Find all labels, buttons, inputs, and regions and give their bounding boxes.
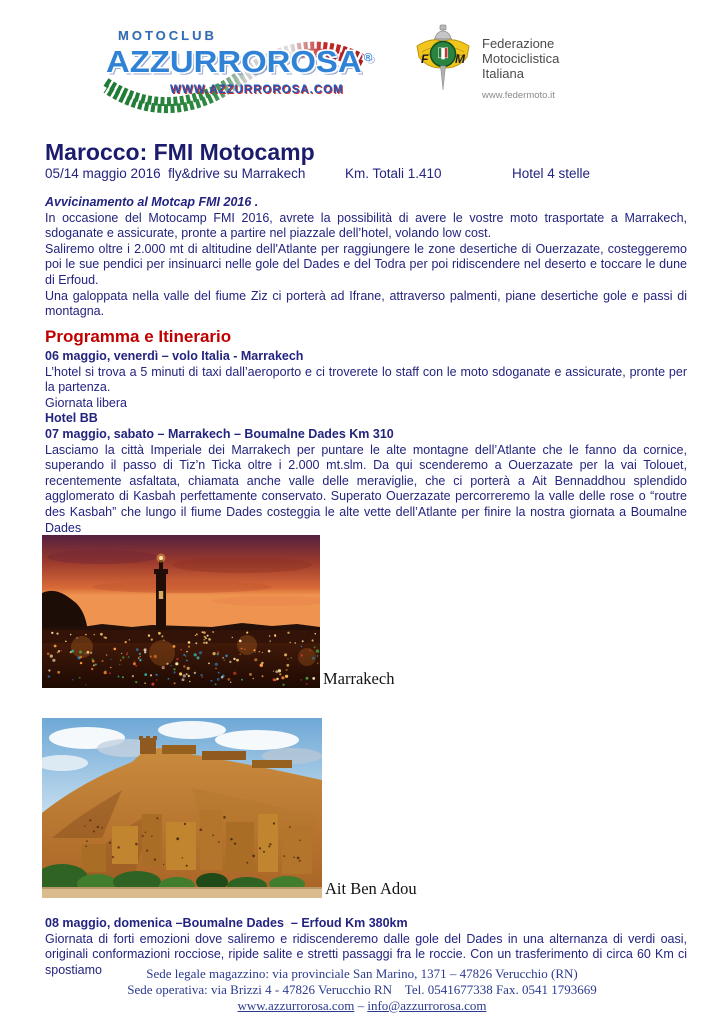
trip-total-km: Km. Totali 1.410 [345, 166, 442, 181]
day3-title: 08 maggio, domenica –Boumalne Dades – Erfoud Km 380km [45, 916, 408, 930]
fmi-logo [414, 24, 574, 108]
footer-links-line [0, 998, 724, 1014]
fmi-website-label: www.federmoto.it [482, 90, 555, 101]
fmi-eagle-emblem-icon [414, 24, 472, 102]
motoclub-label: MOTOCLUB [118, 28, 217, 43]
program-heading: Programma e Itinerario [45, 327, 232, 347]
marrakech-photo [42, 535, 320, 688]
day-section-07-maggio [45, 427, 687, 552]
trip-info-row [45, 166, 687, 184]
day-section-06-maggio [45, 349, 687, 427]
footer-email-link[interactable]: info@azzurrorosa.com [367, 997, 487, 1013]
aitbenadou-photo [42, 718, 322, 898]
trip-hotel-class: Hotel 4 stelle [512, 166, 591, 181]
trip-dates: 05/14 maggio 2016 fly&drive su Marrakech [45, 166, 306, 181]
page-footer [0, 966, 724, 1013]
footer-address-line1: Sede legale magazzino: via provinciale San Marino, 1371 – 47826 Verucchio (RN) [146, 966, 578, 981]
day2-body: Lasciamo la città Imperiale dei Marrakech per puntare le alte montagne dell’Atlante che le fanno da cornice, superando il passo di Tiz’n Ticka oltre i 2.000 mt.slm. Da qui scenderemo a Ouerzazate per la vai Tolouet, recentemente asfaltata, chiamata anche valle delle meraviglie, che ci porterà a Ait Bennaddhou splendido agglomerato di Kasbah perfettamente conservato. Superato Ouerzazate percorreremo la valle delle rose o “routre des Kasbah” che lungo il fiume Dades costeggia le alte vette dell’Atlante per finire la nostra giornata a Boumalne Dades [45, 442, 687, 535]
intro-paragraph-3: Una galoppata nella valle del fiume Ziz ci porterà ad Ifrane, attraverso palmenti, piane desertiche gole e passi di montagna. [45, 288, 687, 319]
footer-address-line2: Sede operativa: via Brizzi 4 - 47826 Verucchio RN Tel. 0541677338 Fax. 0541 1793669 [127, 981, 597, 997]
footer-link-separator: – [354, 997, 368, 1013]
footer-website-link[interactable]: www.azzurrorosa.com [237, 997, 355, 1013]
fmi-org-line3: Italiana [482, 66, 524, 81]
intro-paragraph-1: In occasione del Motocamp FMI 2016, avrete la possibilità di avere le vostre moto trasportate a Marrakech, sdoganate e assicurate, pronte a partire nel piazzale dell’hotel, volando low cost. [45, 210, 687, 241]
fmi-letter-f: F [421, 52, 429, 66]
day1-title: 06 maggio, venerdì – volo Italia - Marrakech [45, 349, 304, 363]
day3-body: Giornata di forti emozioni dove saliremo e ridiscenderemo dalle gole del Dades in una alternanza di verdi oasi, originali conformazioni rocciose, ripide salite e stretti passaggi fra le roccie. Con un trasferimento di circa 60 Km ci spostiamo [45, 931, 687, 977]
azzurrorosa-text: AZZURROROSA [106, 44, 362, 79]
motoclub-azzurrorosa-logo [98, 18, 373, 114]
azzurrorosa-url-label: WWW.AZZURROROSA.COM [170, 84, 344, 96]
day1-hotel: Hotel BB [45, 411, 98, 426]
intro-section [45, 195, 687, 320]
intro-paragraph-2: Saliremo oltre i 2.000 mt di altitudine dell'Atlante per raggiungere le zone desertiche di Ouerzazate, costeggeremo poi le sue pendici per insinuarci nelle gole del Dades e del Todra per poi ridiscendere nel deserto e toccare le dune di Erfoud. [45, 241, 687, 287]
day1-body: L’hotel si trova a 5 minuti di taxi dall’aeroporto e ci troverete lo staff con le moto sdoganate e assicurate, pronte per la partenza. [45, 364, 687, 395]
marrakech-photo-block [42, 535, 394, 688]
intro-heading: Avvicinamento al Motcap FMI 2016 . [45, 195, 259, 209]
fmi-letter-m: M [455, 52, 465, 66]
day2-title: 07 maggio, sabato – Marrakech – Boumalne Dades Km 310 [45, 427, 394, 441]
aitbenadou-photo-block [42, 718, 417, 898]
fmi-org-line1: Federazione [482, 36, 555, 51]
marrakech-caption: Marrakech [323, 668, 395, 688]
azzurrorosa-wordmark [106, 44, 372, 80]
fmi-org-line2: Motociclistica [482, 51, 560, 66]
day1-note: Giornata libera [45, 395, 127, 410]
registered-mark: ® [363, 51, 373, 64]
page-title: Marocco: FMI Motocamp [45, 139, 315, 166]
fmi-text-block [482, 24, 559, 108]
aitbenadou-caption: Ait Ben Adou [325, 878, 417, 898]
